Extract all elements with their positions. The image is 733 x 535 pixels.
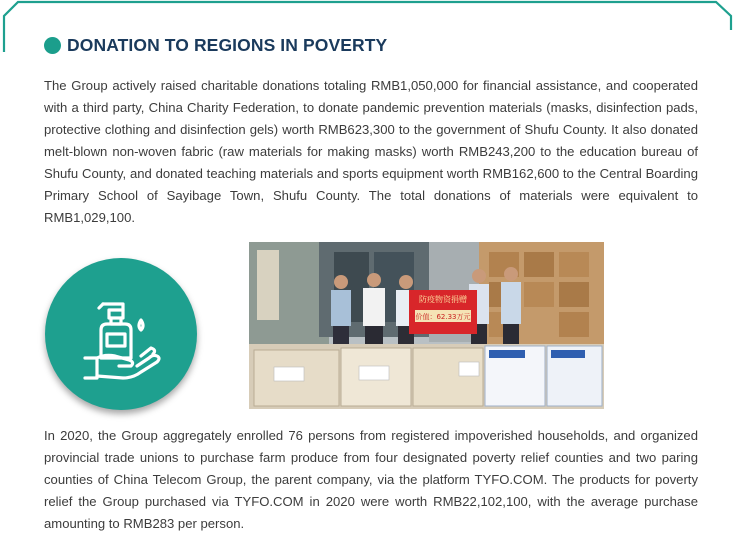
section-title: DONATION TO REGIONS IN POVERTY xyxy=(67,35,388,55)
donation-photo-illustration xyxy=(249,242,604,409)
hand-sanitizer-icon xyxy=(45,258,197,410)
title-bullet-icon xyxy=(44,37,61,54)
poverty-relief-paragraph: In 2020, the Group aggregately enrolled 76 persons from registered impoverished households, and organized provincial trade unions to purchase farm produce from four designated poverty relief counties and two paring counties of China Telecom Group, the parent company, via the platform TYFO.COM. The products for poverty relief the Group purchased via TYFO.COM in 2020 were worth RMB22,102,100, with the average purchase amounting to RMB283 per person. xyxy=(44,428,698,531)
banner-title: 防疫物资捐赠 xyxy=(419,295,467,304)
hand-sanitizer-icon-badge xyxy=(45,258,197,410)
section-header xyxy=(44,35,387,56)
donation-ceremony-photo xyxy=(249,242,604,409)
banner-value: 价值：62.33万元 xyxy=(415,313,471,321)
donation-paragraph: The Group actively raised charitable donations totaling RMB1,050,000 for financial assistance, and cooperated with a third party, China Charity Federation, to donate pandemic prevention materials (masks, disinfection pads, protective clothing and disinfection gels) worth RMB623,300 to the government of Shufu County. It also donated melt-blown non-woven fabric (raw materials for making masks) worth RMB243,200 to the education bureau of Shufu County, and donated teaching materials and sports equipment worth RMB162,600 to the Central Boarding Primary School of Sayibage Town, Shufu County. The total donations of materials were equivalent to RMB1,029,100. xyxy=(44,78,698,225)
